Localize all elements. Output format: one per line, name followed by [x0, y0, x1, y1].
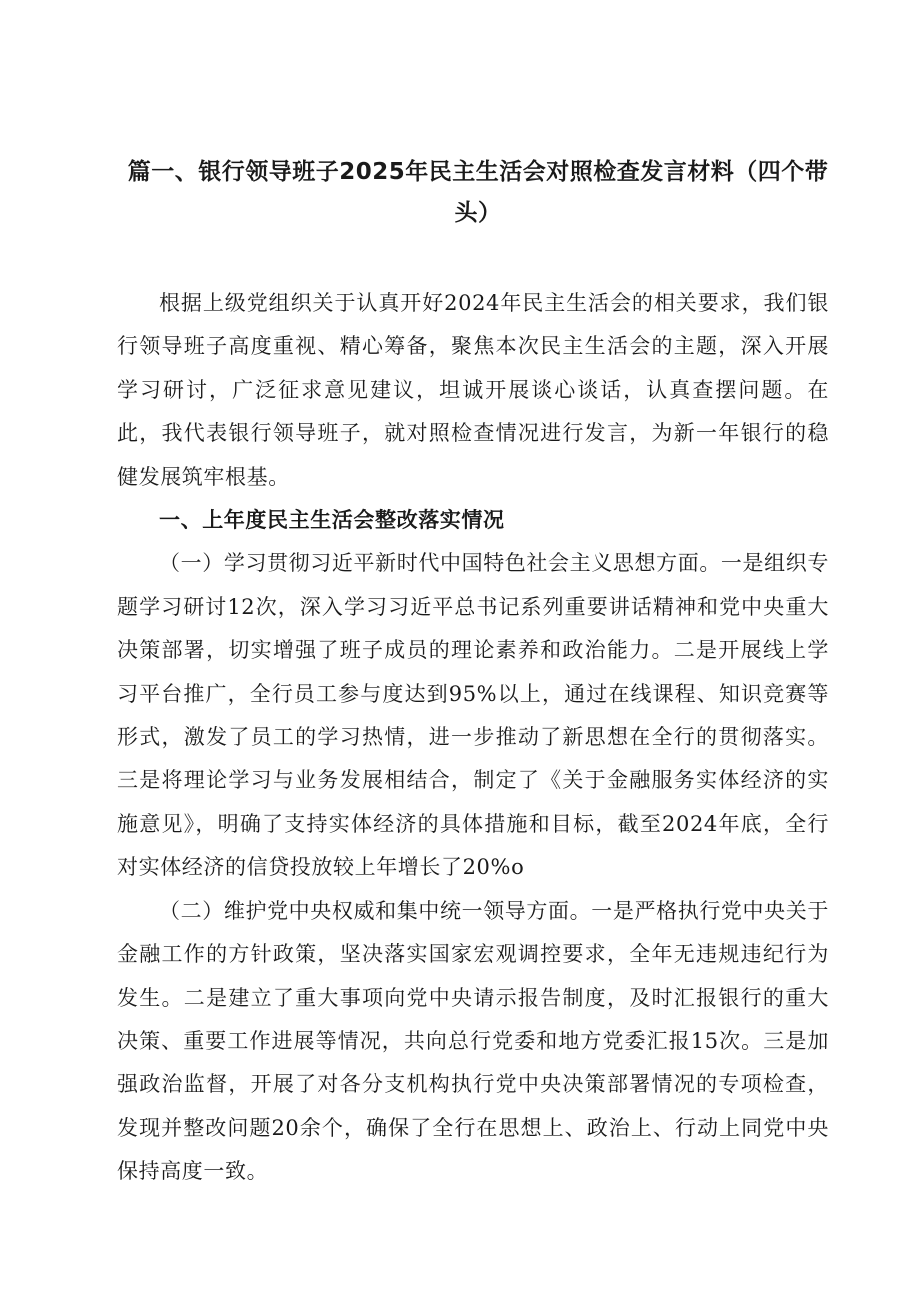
intro-paragraph: 根据上级党组织关于认真开好2024年民主生活会的相关要求，我们银行领导班子高度重视、精心筹备，聚焦本次民主生活会的主题，深入开展学习研讨，广泛征求意见建议，坦诚开展谈心谈话，认真查摆问题。在此，我代表银行领导班子，就对照检查情况进行发言，为新一年银行的稳健发展筑牢根基。 — [117, 291, 829, 489]
document-body — [117, 282, 829, 1194]
section-heading: 一、上年度民主生活会整改落实情况 — [159, 508, 505, 533]
document-title: 篇一、银行领导班子2025年民主生活会对照检查发言材料（四个带头） — [127, 159, 829, 226]
subsection-paragraph-1: （一）学习贯彻习近平新时代中国特色社会主义思想方面。一是组织专题学习研讨12次，深入学习习近平总书记系列重要讲话精神和党中央重大决策部署，切实增强了班子成员的理论素养和政治能力。二是开展线上学习平台推广，全行员工参与度达到95%以上，通过在线课程、知识竞赛等形式，激发了员工的学习热情，进一步推动了新思想在全行的贯彻落实。三是将理论学习与业务发展相结合，制定了《关于金融服务实体经济的实施意见》，明确了支持实体经济的具体措施和目标，截至2024年底，全行对实体经济的信贷投放较上年增长了20%o — [117, 551, 829, 880]
subsection-paragraph-2: （二）维护党中央权威和集中统一领导方面。一是严格执行党中央关于金融工作的方针政策，坚决落实国家宏观调控要求，全年无违规违纪行为发生。二是建立了重大事项向党中央请示报告制度，及时汇报银行的重大决策、重要工作进展等情况，共向总行党委和地方党委汇报15次。三是加强政治监督，开展了对各分支机构执行党中央决策部署情况的专项检查，发现并整改问题20余个，确保了全行在思想上、政治上、行动上同党中央保持高度一致。 — [117, 898, 829, 1184]
